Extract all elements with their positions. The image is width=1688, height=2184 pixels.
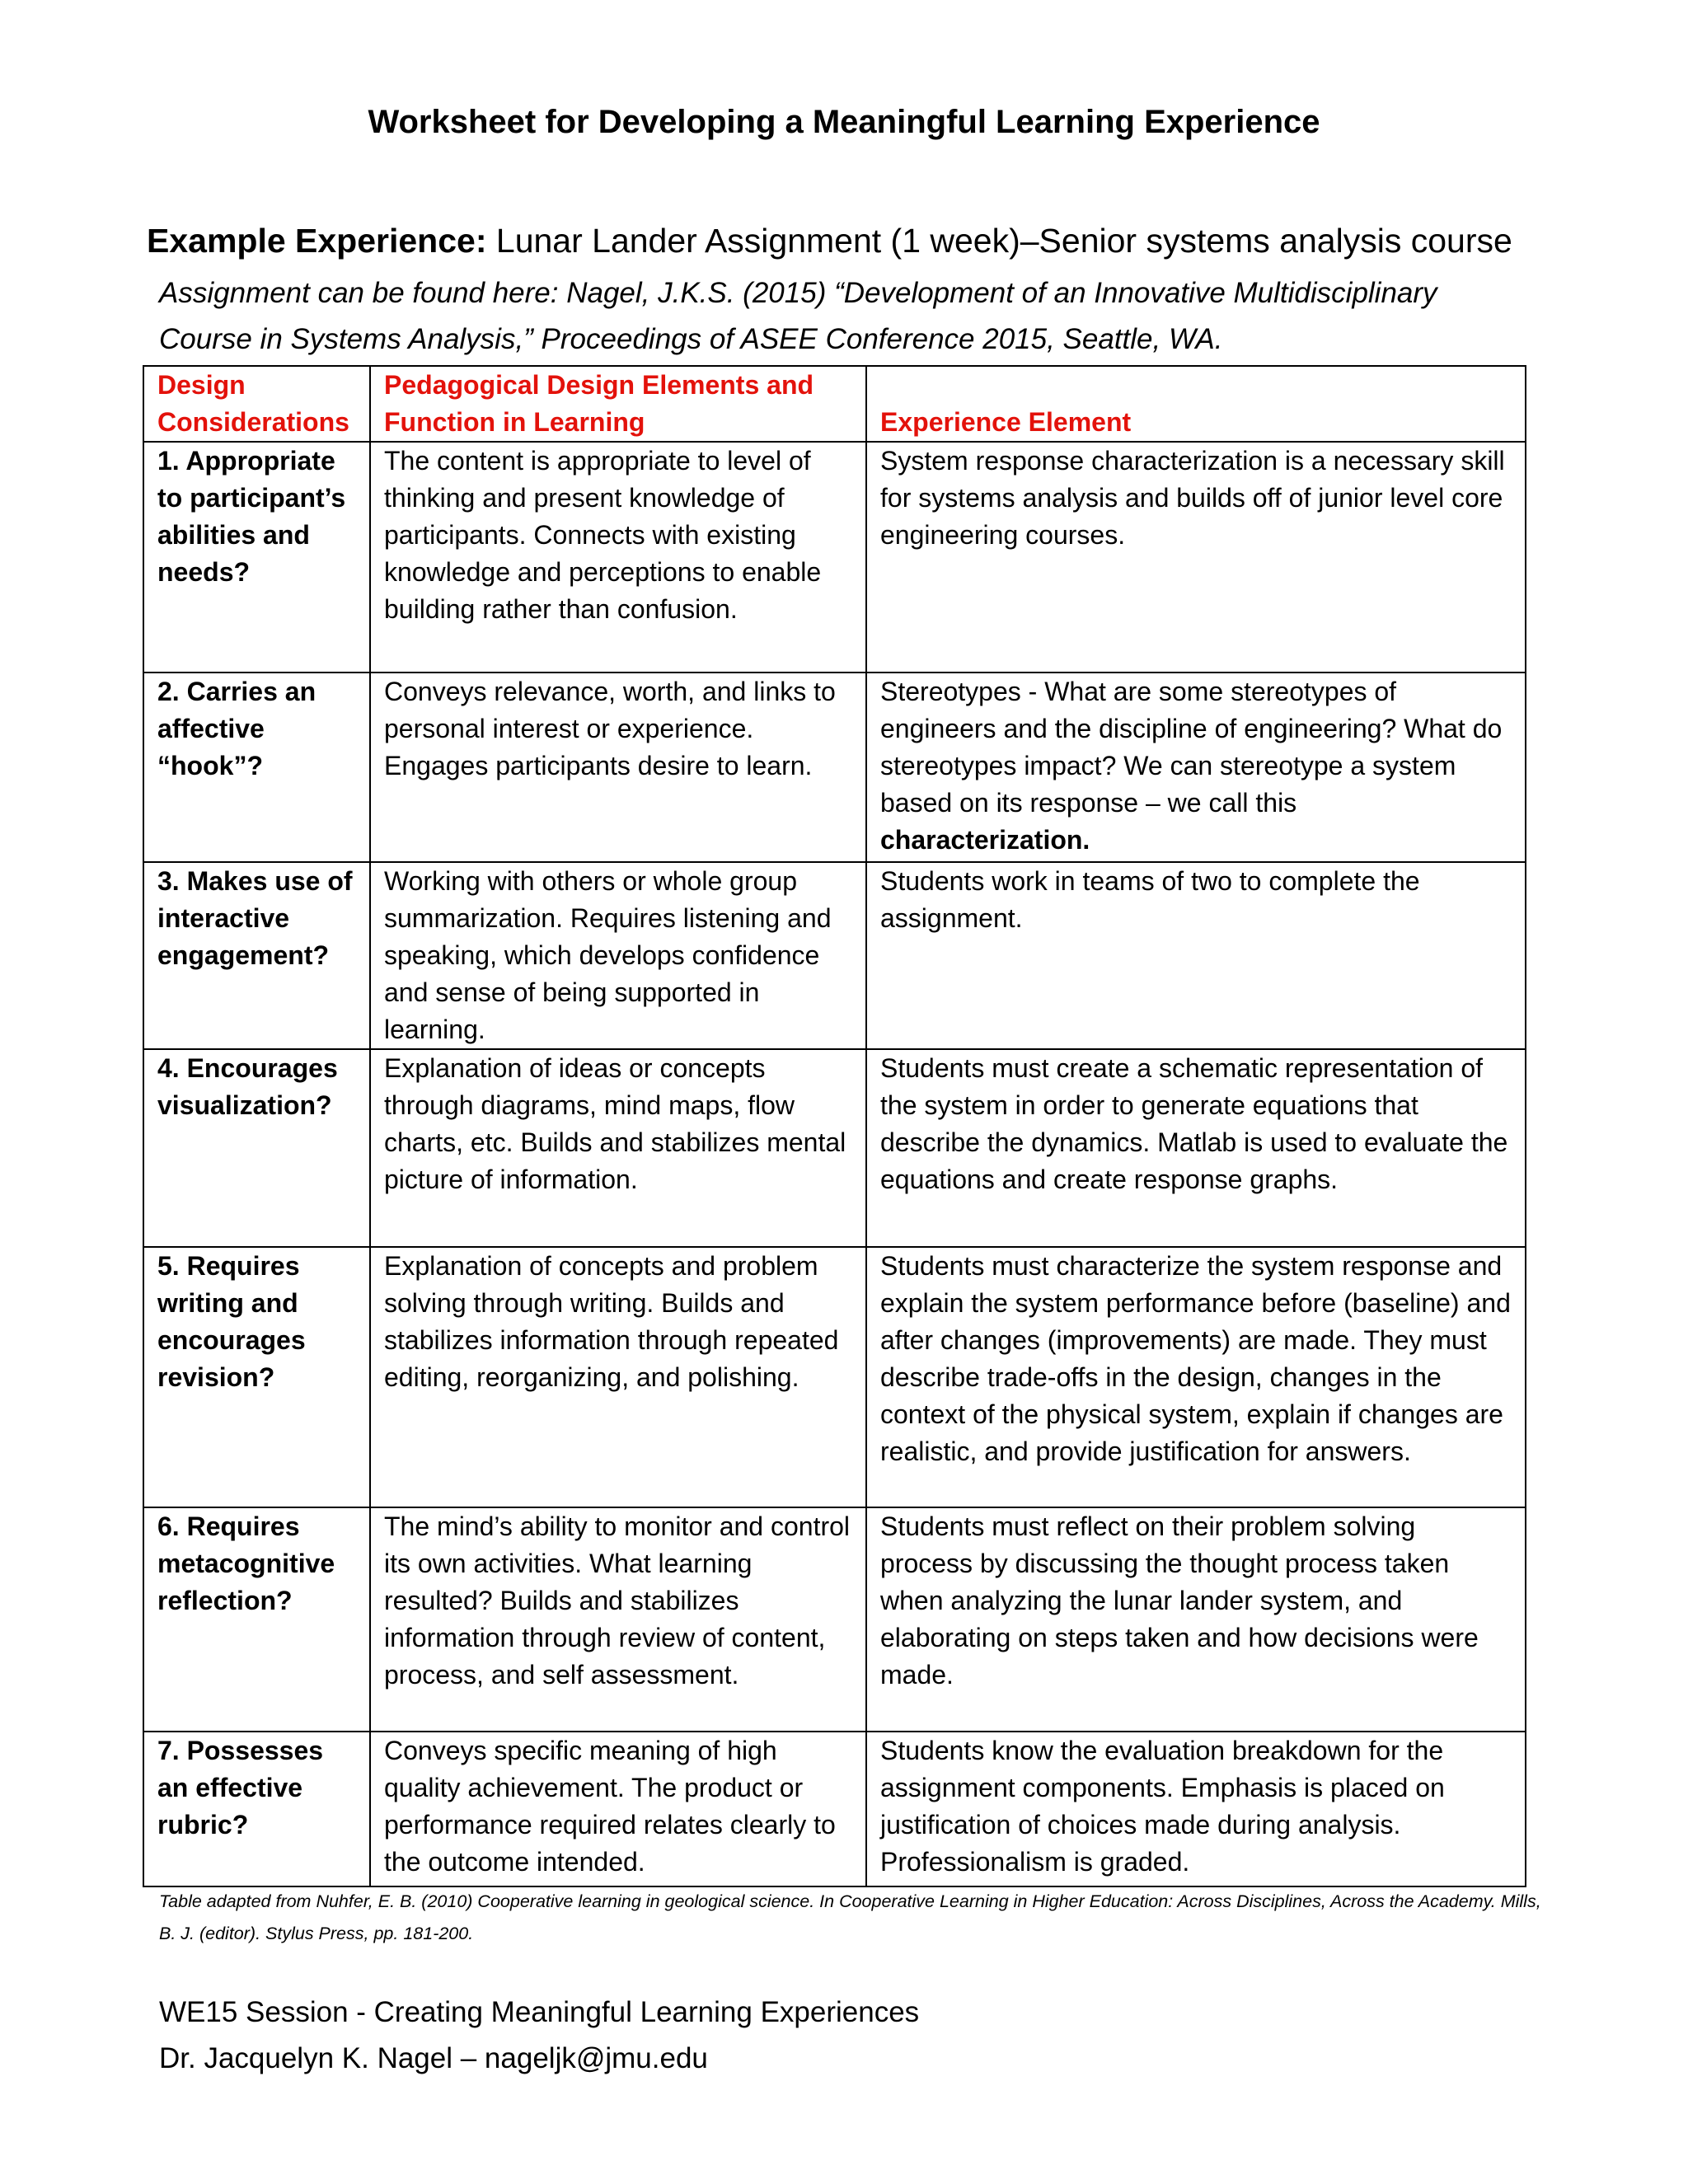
design-consideration-cell: 1. Appropriate to participant’s abilities and needs? (143, 442, 370, 673)
header-pedagogical-elements: Pedagogical Design Elements and Function in Learning (370, 366, 866, 442)
pedagogical-element-cell: The content is appropriate to level of thinking and present knowledge of participants. Connects with existing knowledge and perceptions to enable building rather than confusion. (370, 442, 866, 673)
design-consideration-cell: 7. Possesses an effective rubric? (143, 1732, 370, 1886)
header-design-considerations: Design Considerations (143, 366, 370, 442)
assignment-citation (159, 270, 1560, 363)
pedagogical-element-cell: Working with others or whole group summarization. Requires listening and speaking, which develops confidence and sense of being supported in learning. (370, 862, 866, 1049)
table-row (143, 1049, 1526, 1247)
footer-author: Dr. Jacquelyn K. Nagel – nageljk@jmu.edu (159, 2042, 708, 2074)
design-consideration-cell: 2. Carries an affective “hook”? (143, 673, 370, 862)
table-row (143, 1247, 1526, 1507)
worksheet-table (143, 365, 1526, 1887)
header-experience-element: Experience Element (866, 366, 1526, 442)
design-consideration-cell: 5. Requires writing and encourages revision? (143, 1247, 370, 1507)
citation-line-2: Course in Systems Analysis,” Proceedings of ASEE Conference 2015, Seattle, WA. (159, 323, 1223, 355)
example-text: Lunar Lander Assignment (1 week)–Senior systems analysis course (495, 222, 1512, 260)
pedagogical-element-cell: Conveys relevance, worth, and links to personal interest or experience. Engages participants desire to learn. (370, 673, 866, 862)
design-consideration-cell: 4. Encourages visualization? (143, 1049, 370, 1247)
experience-element-cell: Students know the evaluation breakdown for the assignment components. Emphasis is placed on justification of choices made during analysis. Professionalism is graded. (866, 1732, 1526, 1886)
citation-line-1: Assignment can be found here: Nagel, J.K.S. (2015) “Development of an Innovative Multidisciplinary (159, 277, 1437, 309)
table-row (143, 1507, 1526, 1732)
example-label: Example Experience: (147, 222, 487, 260)
table-source-note: Table adapted from Nuhfer, E. B. (2010) Cooperative learning in geological science. In Cooperative Learning in Higher Education: Across Disciplines, Across the Academy. Mills, B. J. (editor). Stylus Press, pp. 181-200. (159, 1891, 1541, 1943)
table-row (143, 862, 1526, 1049)
table-header-row (143, 366, 1526, 442)
experience-element-cell (866, 673, 1526, 862)
experience-element-cell: Students must reflect on their problem solving process by discussing the thought process taken when analyzing the lunar lander system, and elaborating on steps taken and how decisions were made. (866, 1507, 1526, 1732)
experience-element-cell: System response characterization is a necessary skill for systems analysis and builds off of junior level core engineering courses. (866, 442, 1526, 673)
example-experience (147, 216, 1512, 265)
experience-element-cell: Students must characterize the system response and explain the system performance before (baseline) and after changes (improvements) are made. They must describe trade-offs in the design, changes in the context of the physical system, explain if changes are realistic, and provide justification for answers. (866, 1247, 1526, 1507)
experience-element-cell: Students must create a schematic representation of the system in order to generate equations that describe the dynamics. Matlab is used to evaluate the equations and create response graphs. (866, 1049, 1526, 1247)
experience-bold-text: characterization. (880, 825, 1090, 855)
table-row (143, 442, 1526, 673)
footer (159, 1990, 919, 2082)
experience-text: Stereotypes - What are some stereotypes of engineers and the discipline of engineering? What do stereotypes impact? We can stereotype a system based on its response – we call this (880, 677, 1503, 818)
pedagogical-element-cell: Explanation of concepts and problem solving through writing. Builds and stabilizes information through repeated editing, reorganizing, and polishing. (370, 1247, 866, 1507)
footer-session: WE15 Session - Creating Meaningful Learning Experiences (159, 1996, 920, 2028)
design-consideration-cell: 6. Requires metacognitive reflection? (143, 1507, 370, 1732)
pedagogical-element-cell: Explanation of ideas or concepts through diagrams, mind maps, flow charts, etc. Builds and stabilizes mental picture of information. (370, 1049, 866, 1247)
pedagogical-element-cell: The mind’s ability to monitor and control its own activities. What learning resulted? Builds and stabilizes information through review of content, process, and self assessment. (370, 1507, 866, 1732)
experience-element-cell: Students work in teams of two to complete the assignment. (866, 862, 1526, 1049)
table-row (143, 673, 1526, 862)
page-title: Worksheet for Developing a Meaningful Learning Experience (368, 104, 1320, 140)
table-row (143, 1732, 1526, 1886)
design-consideration-cell: 3. Makes use of interactive engagement? (143, 862, 370, 1049)
pedagogical-element-cell: Conveys specific meaning of high quality achievement. The product or performance required relates clearly to the outcome intended. (370, 1732, 866, 1886)
